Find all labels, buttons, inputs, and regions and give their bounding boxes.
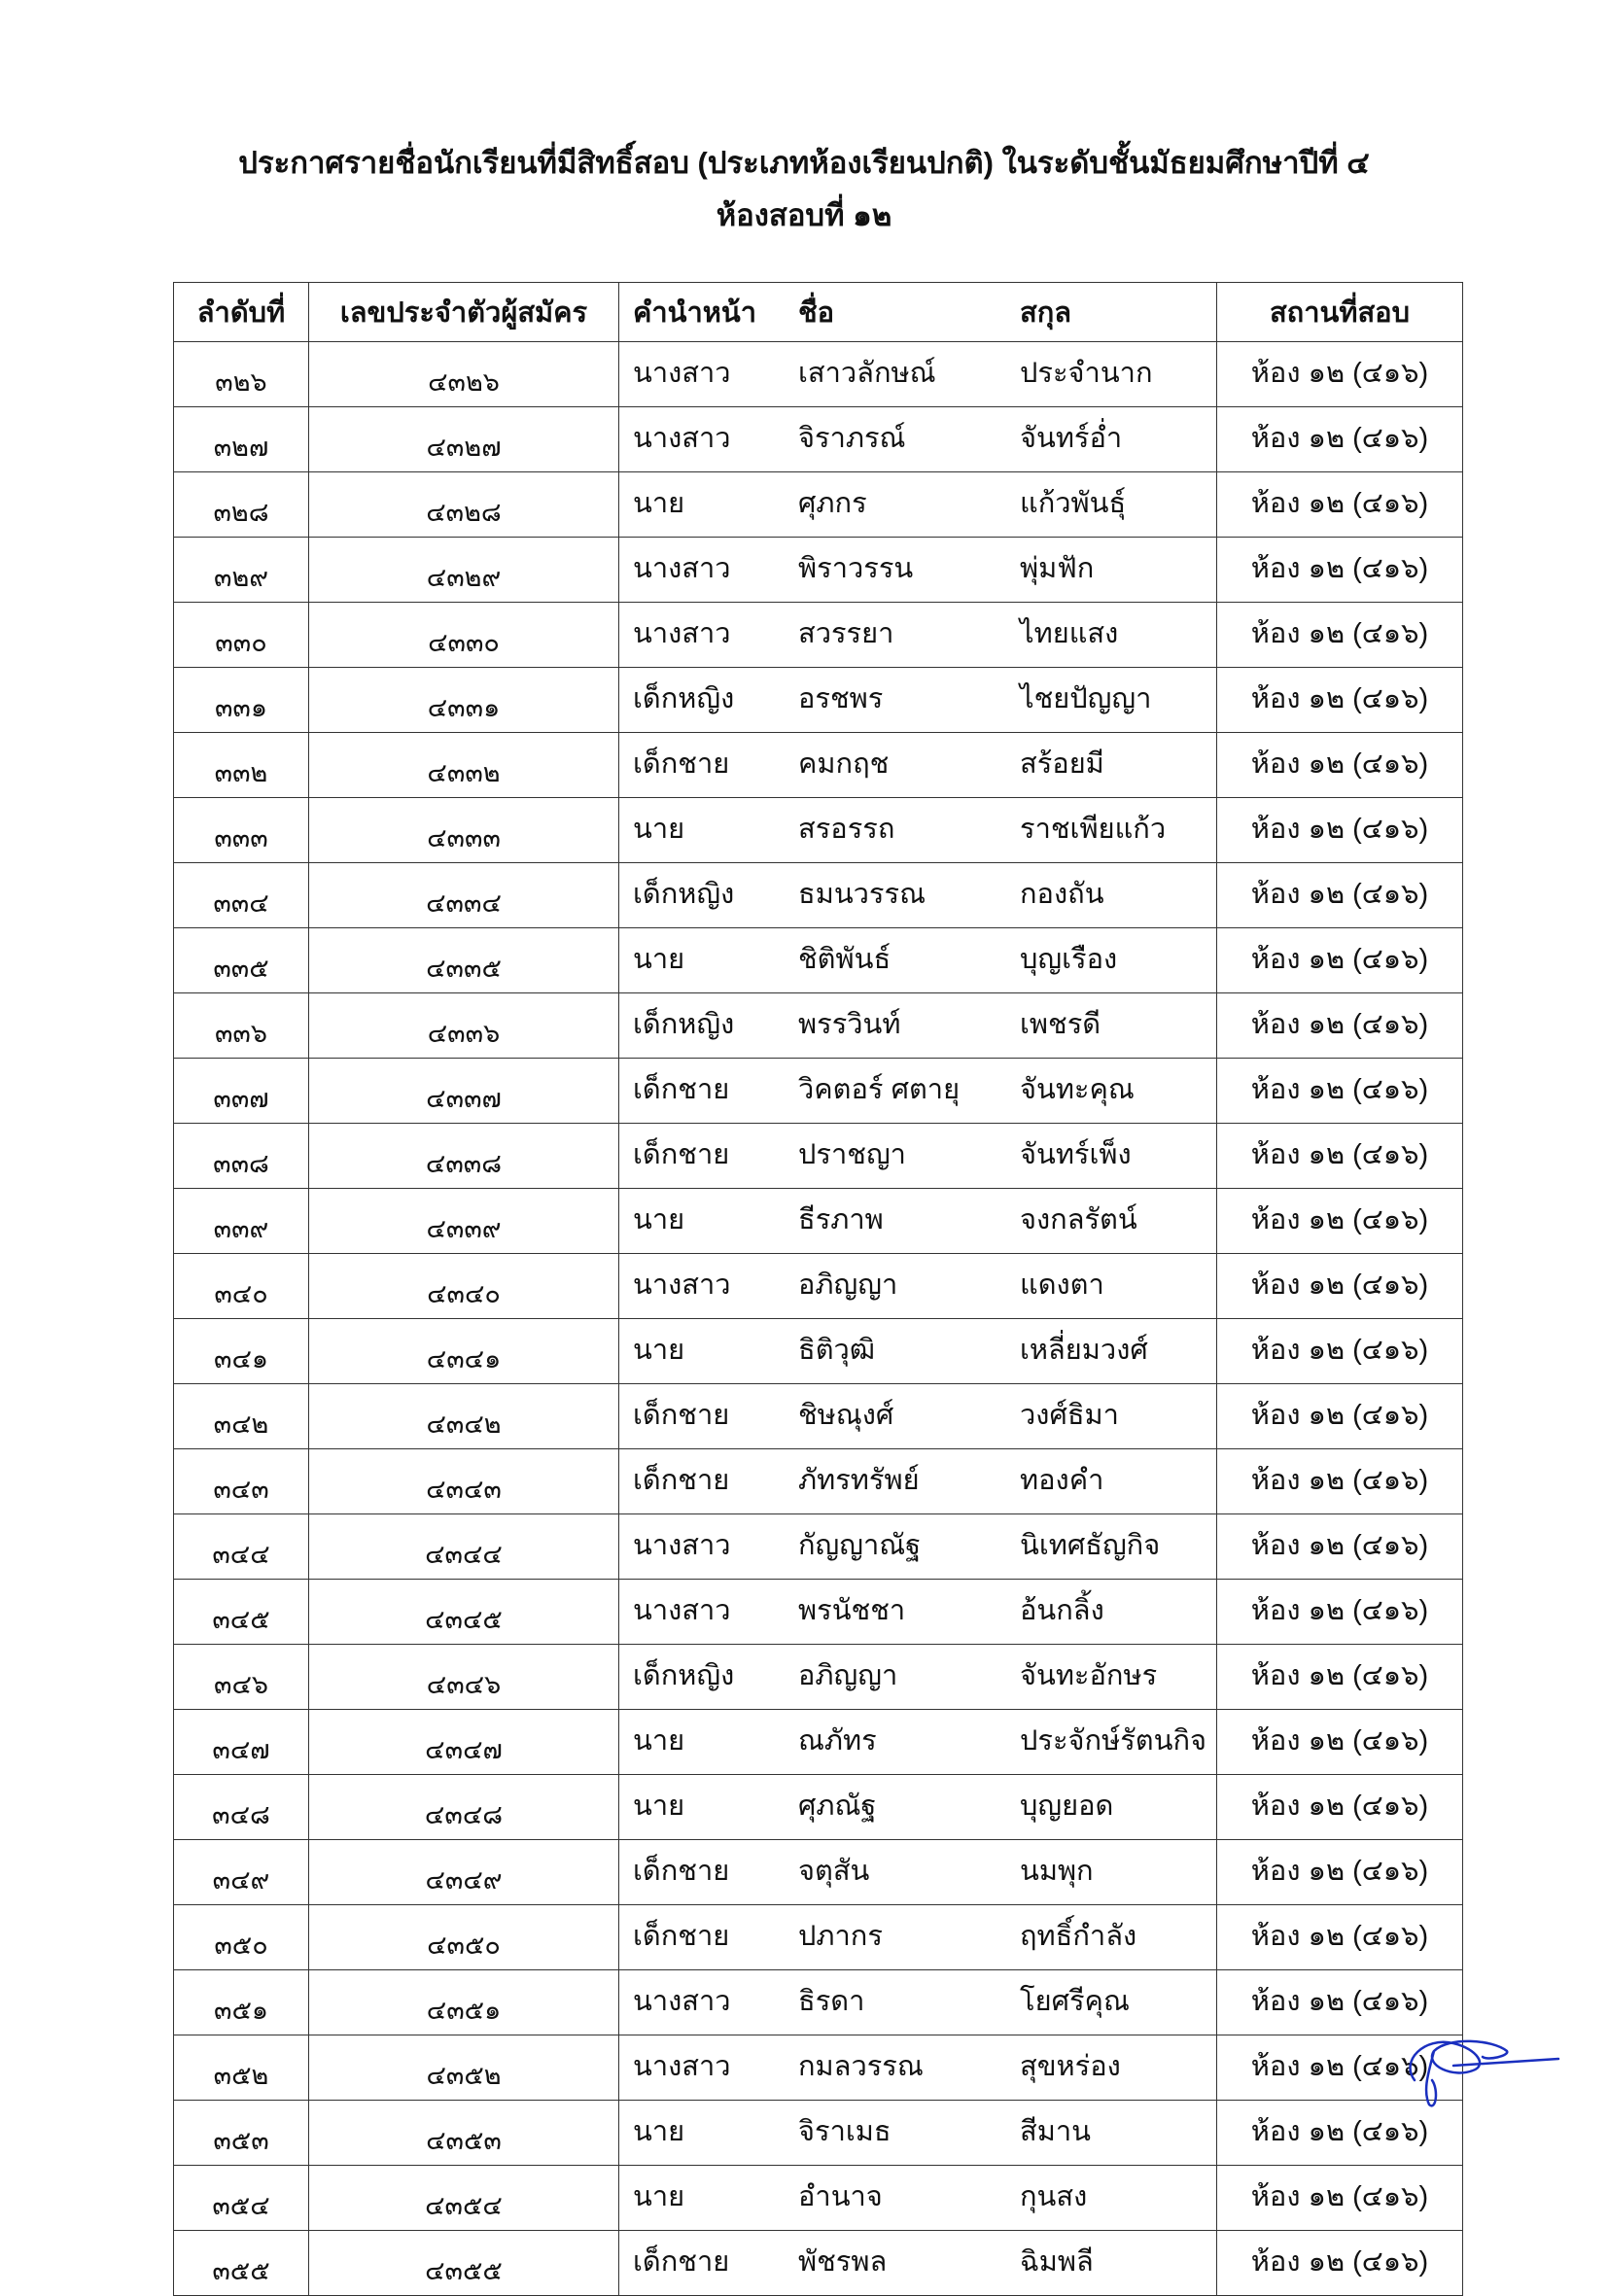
prefix-cell: เด็กชาย <box>633 1400 730 1431</box>
last-name-cell: กองถัน <box>1020 879 1104 910</box>
applicant-id-cell: ๔๓๔๔ <box>309 1514 619 1580</box>
exam-place-cell: ห้อง ๑๒ (๔๑๖) <box>1217 1580 1463 1645</box>
prefix-cell: เด็กชาย <box>633 748 730 780</box>
table-row <box>174 1124 1463 1189</box>
name-cell <box>619 1710 1217 1775</box>
prefix-cell: นาย <box>633 2181 685 2212</box>
first-name-cell: จตุสัน <box>798 1856 870 1887</box>
last-name-cell: สุขหร่อง <box>1020 2051 1121 2082</box>
header-name <box>619 283 1217 342</box>
table-row <box>174 1514 1463 1580</box>
order-cell: ๓๒๖ <box>174 342 309 407</box>
table-row <box>174 603 1463 668</box>
name-cell <box>619 798 1217 863</box>
last-name-cell: ประจักษ์รัตนกิจ <box>1020 1725 1207 1757</box>
exam-place-cell: ห้อง ๑๒ (๔๑๖) <box>1217 1905 1463 1970</box>
prefix-cell: นางสาว <box>633 423 731 454</box>
name-cell <box>619 1514 1217 1580</box>
name-cell <box>619 1645 1217 1710</box>
first-name-cell: ธีรภาพ <box>798 1204 884 1235</box>
prefix-cell: นาย <box>633 1204 685 1235</box>
last-name-cell: กุนสง <box>1020 2181 1088 2212</box>
name-cell <box>619 1970 1217 2035</box>
table-row <box>174 993 1463 1059</box>
exam-place-cell: ห้อง ๑๒ (๔๑๖) <box>1217 407 1463 472</box>
order-cell: ๓๔๐ <box>174 1254 309 1319</box>
prefix-cell: นาย <box>633 1725 685 1757</box>
table-row <box>174 1319 1463 1384</box>
exam-place-cell: ห้อง ๑๒ (๔๑๖) <box>1217 2101 1463 2166</box>
applicant-id-cell: ๔๓๓๕ <box>309 928 619 993</box>
order-cell: ๓๕๐ <box>174 1905 309 1970</box>
prefix-cell: นาย <box>633 488 685 519</box>
exam-place-cell: ห้อง ๑๒ (๔๑๖) <box>1217 538 1463 603</box>
order-cell: ๓๔๓ <box>174 1449 309 1514</box>
exam-place-cell: ห้อง ๑๒ (๔๑๖) <box>1217 1254 1463 1319</box>
prefix-cell: เด็กหญิง <box>633 683 735 714</box>
last-name-cell: สร้อยมี <box>1020 748 1104 780</box>
first-name-cell: วิคตอร์ ศตายุ <box>798 1074 961 1105</box>
applicant-id-cell: ๔๓๔๑ <box>309 1319 619 1384</box>
table-row <box>174 1254 1463 1319</box>
order-cell: ๓๔๗ <box>174 1710 309 1775</box>
header-prefix: คำนำหน้า <box>633 297 757 329</box>
first-name-cell: ภัทรทรัพย์ <box>798 1465 920 1496</box>
prefix-cell: นางสาว <box>633 553 731 584</box>
table-row <box>174 1384 1463 1449</box>
name-cell <box>619 1580 1217 1645</box>
applicant-id-cell: ๔๓๔๗ <box>309 1710 619 1775</box>
prefix-cell: เด็กชาย <box>633 2246 730 2278</box>
last-name-cell: นิเทศธัญกิจ <box>1020 1530 1161 1561</box>
order-cell: ๓๕๓ <box>174 2101 309 2166</box>
order-cell: ๓๔๘ <box>174 1775 309 1840</box>
applicant-id-cell: ๔๓๓๗ <box>309 1059 619 1124</box>
last-name-cell: เหลี่ยมวงศ์ <box>1020 1335 1148 1366</box>
name-cell <box>619 928 1217 993</box>
order-cell: ๓๔๒ <box>174 1384 309 1449</box>
first-name-cell: ธิติวุฒิ <box>798 1335 876 1366</box>
prefix-cell: นางสาว <box>633 2051 731 2082</box>
exam-place-cell: ห้อง ๑๒ (๔๑๖) <box>1217 1645 1463 1710</box>
order-cell: ๓๓๙ <box>174 1189 309 1254</box>
order-cell: ๓๓๐ <box>174 603 309 668</box>
first-name-cell: ปภากร <box>798 1921 883 1952</box>
exam-place-cell: ห้อง ๑๒ (๔๑๖) <box>1217 1514 1463 1580</box>
first-name-cell: คมกฤช <box>798 748 890 780</box>
exam-place-cell: ห้อง ๑๒ (๔๑๖) <box>1217 1384 1463 1449</box>
name-cell <box>619 407 1217 472</box>
last-name-cell: ราชเพียแก้ว <box>1020 814 1167 845</box>
student-list-table <box>173 282 1463 2296</box>
name-cell <box>619 993 1217 1059</box>
last-name-cell: จันทร์เพ็ง <box>1020 1139 1132 1170</box>
table-row <box>174 472 1463 538</box>
name-cell <box>619 2166 1217 2231</box>
exam-place-cell: ห้อง ๑๒ (๔๑๖) <box>1217 1319 1463 1384</box>
first-name-cell: เสาวลักษณ์ <box>798 358 936 389</box>
first-name-cell: ณภัทร <box>798 1725 877 1757</box>
order-cell: ๓๕๔ <box>174 2166 309 2231</box>
first-name-cell: กมลวรรณ <box>798 2051 924 2082</box>
name-cell <box>619 2231 1217 2296</box>
prefix-cell: เด็กหญิง <box>633 879 735 910</box>
applicant-id-cell: ๔๓๒๘ <box>309 472 619 538</box>
order-cell: ๓๒๙ <box>174 538 309 603</box>
table-row <box>174 2231 1463 2296</box>
prefix-cell: นาย <box>633 1335 685 1366</box>
last-name-cell: แดงตา <box>1020 1270 1104 1301</box>
order-cell: ๓๔๕ <box>174 1580 309 1645</box>
applicant-id-cell: ๔๓๓๑ <box>309 668 619 733</box>
last-name-cell: บุญยอด <box>1020 1791 1114 1822</box>
name-cell <box>619 1840 1217 1905</box>
name-cell <box>619 863 1217 928</box>
first-name-cell: อำนาจ <box>798 2181 883 2212</box>
name-cell <box>619 1384 1217 1449</box>
first-name-cell: จิราภรณ์ <box>798 423 906 454</box>
table-row <box>174 1449 1463 1514</box>
first-name-cell: ธิรดา <box>798 1986 865 2017</box>
last-name-cell: แก้วพันธุ์ <box>1020 488 1127 519</box>
applicant-id-cell: ๔๓๔๙ <box>309 1840 619 1905</box>
last-name-cell: บุญเรือง <box>1020 944 1118 975</box>
applicant-id-cell: ๔๓๓๒ <box>309 733 619 798</box>
order-cell: ๓๔๑ <box>174 1319 309 1384</box>
first-name-cell: ชิษณุงศ์ <box>798 1400 894 1431</box>
exam-place-cell: ห้อง ๑๒ (๔๑๖) <box>1217 1449 1463 1514</box>
name-cell <box>619 1905 1217 1970</box>
applicant-id-cell: ๔๓๔๕ <box>309 1580 619 1645</box>
applicant-id-cell: ๔๓๒๖ <box>309 342 619 407</box>
first-name-cell: พรรวินท์ <box>798 1009 901 1040</box>
prefix-cell: นาย <box>633 814 685 845</box>
first-name-cell: พัชรพล <box>798 2246 888 2278</box>
prefix-cell: เด็กชาย <box>633 1074 730 1105</box>
exam-place-cell: ห้อง ๑๒ (๔๑๖) <box>1217 1775 1463 1840</box>
last-name-cell: พุ่มฟัก <box>1020 553 1095 584</box>
exam-place-cell: ห้อง ๑๒ (๔๑๖) <box>1217 2035 1463 2101</box>
first-name-cell: อภิญญา <box>798 1270 898 1301</box>
applicant-id-cell: ๔๓๕๔ <box>309 2166 619 2231</box>
table-row <box>174 668 1463 733</box>
name-cell <box>619 1319 1217 1384</box>
applicant-id-cell: ๔๓๓๐ <box>309 603 619 668</box>
name-cell <box>619 1775 1217 1840</box>
order-cell: ๓๕๕ <box>174 2231 309 2296</box>
last-name-cell: ประจำนาก <box>1020 358 1153 389</box>
applicant-id-cell: ๔๓๒๙ <box>309 538 619 603</box>
prefix-cell: เด็กชาย <box>633 1921 730 1952</box>
applicant-id-cell: ๔๓๒๗ <box>309 407 619 472</box>
name-cell <box>619 1059 1217 1124</box>
last-name-cell: นมพุก <box>1020 1856 1094 1887</box>
header-order: ลำดับที่ <box>174 283 309 342</box>
last-name-cell: ไทยแสง <box>1020 618 1119 649</box>
name-cell <box>619 1124 1217 1189</box>
last-name-cell: จันทะอักษร <box>1020 1660 1158 1691</box>
first-name-cell: พิราวรรน <box>798 553 914 584</box>
order-cell: ๓๔๖ <box>174 1645 309 1710</box>
prefix-cell: นางสาว <box>633 1530 731 1561</box>
prefix-cell: นางสาว <box>633 618 731 649</box>
prefix-cell: นางสาว <box>633 1270 731 1301</box>
order-cell: ๓๔๔ <box>174 1514 309 1580</box>
header-last-name: สกุล <box>1020 297 1072 329</box>
table-row <box>174 1189 1463 1254</box>
prefix-cell: นางสาว <box>633 1986 731 2017</box>
exam-place-cell: ห้อง ๑๒ (๔๑๖) <box>1217 668 1463 733</box>
prefix-cell: เด็กชาย <box>633 1139 730 1170</box>
table-header-row <box>174 283 1463 342</box>
table-row <box>174 1775 1463 1840</box>
header-exam-place: สถานที่สอบ <box>1217 283 1463 342</box>
applicant-id-cell: ๔๓๓๓ <box>309 798 619 863</box>
table-row <box>174 2166 1463 2231</box>
prefix-cell: นาย <box>633 1791 685 1822</box>
applicant-id-cell: ๔๓๕๒ <box>309 2035 619 2101</box>
prefix-cell: เด็กหญิง <box>633 1009 735 1040</box>
exam-place-cell: ห้อง ๑๒ (๔๑๖) <box>1217 1840 1463 1905</box>
table-row <box>174 1580 1463 1645</box>
exam-place-cell: ห้อง ๑๒ (๔๑๖) <box>1217 733 1463 798</box>
first-name-cell: กัญญาณัฐ <box>798 1530 922 1561</box>
table-row <box>174 1710 1463 1775</box>
prefix-cell: เด็กหญิง <box>633 1660 735 1691</box>
applicant-id-cell: ๔๓๕๕ <box>309 2231 619 2296</box>
prefix-cell: นางสาว <box>633 1595 731 1626</box>
exam-place-cell: ห้อง ๑๒ (๔๑๖) <box>1217 472 1463 538</box>
applicant-id-cell: ๔๓๔๓ <box>309 1449 619 1514</box>
exam-place-cell: ห้อง ๑๒ (๔๑๖) <box>1217 1059 1463 1124</box>
last-name-cell: ทองคำ <box>1020 1465 1104 1496</box>
last-name-cell: สีมาน <box>1020 2116 1091 2147</box>
table-row <box>174 733 1463 798</box>
name-cell <box>619 2101 1217 2166</box>
exam-place-cell: ห้อง ๑๒ (๔๑๖) <box>1217 1970 1463 2035</box>
first-name-cell: สวรรยา <box>798 618 894 649</box>
prefix-cell: นาย <box>633 2116 685 2147</box>
table-row <box>174 863 1463 928</box>
applicant-id-cell: ๔๓๓๖ <box>309 993 619 1059</box>
applicant-id-cell: ๔๓๔๒ <box>309 1384 619 1449</box>
order-cell: ๓๓๓ <box>174 798 309 863</box>
order-cell: ๓๔๙ <box>174 1840 309 1905</box>
name-cell <box>619 733 1217 798</box>
applicant-id-cell: ๔๓๕๐ <box>309 1905 619 1970</box>
exam-place-cell: ห้อง ๑๒ (๔๑๖) <box>1217 2231 1463 2296</box>
last-name-cell: อ้นกลิ้ง <box>1020 1595 1104 1626</box>
last-name-cell: เพชรดี <box>1020 1009 1101 1040</box>
last-name-cell: วงศ์ธิมา <box>1020 1400 1119 1431</box>
first-name-cell: ปราชญา <box>798 1139 906 1170</box>
table-row <box>174 798 1463 863</box>
table-row <box>174 928 1463 993</box>
last-name-cell: จงกลรัตน์ <box>1020 1204 1137 1235</box>
order-cell: ๓๓๔ <box>174 863 309 928</box>
order-cell: ๓๒๘ <box>174 472 309 538</box>
exam-place-cell: ห้อง ๑๒ (๔๑๖) <box>1217 2166 1463 2231</box>
table-row <box>174 1059 1463 1124</box>
exam-place-cell: ห้อง ๑๒ (๔๑๖) <box>1217 342 1463 407</box>
order-cell: ๓๓๒ <box>174 733 309 798</box>
exam-place-cell: ห้อง ๑๒ (๔๑๖) <box>1217 993 1463 1059</box>
prefix-cell: เด็กชาย <box>633 1856 730 1887</box>
first-name-cell: จิราเมธ <box>798 2116 891 2147</box>
name-cell <box>619 2035 1217 2101</box>
exam-place-cell: ห้อง ๑๒ (๔๑๖) <box>1217 1189 1463 1254</box>
order-cell: ๓๓๘ <box>174 1124 309 1189</box>
header-applicant-id: เลขประจำตัวผู้สมัคร <box>309 283 619 342</box>
applicant-id-cell: ๔๓๔๐ <box>309 1254 619 1319</box>
header-first-name: ชื่อ <box>798 297 835 329</box>
order-cell: ๓๓๗ <box>174 1059 309 1124</box>
exam-place-cell: ห้อง ๑๒ (๔๑๖) <box>1217 928 1463 993</box>
exam-place-cell: ห้อง ๑๒ (๔๑๖) <box>1217 603 1463 668</box>
signature-mark <box>1395 2022 1560 2114</box>
exam-place-cell: ห้อง ๑๒ (๔๑๖) <box>1217 1124 1463 1189</box>
applicant-id-cell: ๔๓๓๘ <box>309 1124 619 1189</box>
table-row <box>174 1970 1463 2035</box>
table-row <box>174 342 1463 407</box>
first-name-cell: ชิติพันธ์ <box>798 944 891 975</box>
name-cell <box>619 342 1217 407</box>
table-row <box>174 2035 1463 2101</box>
applicant-id-cell: ๔๓๓๙ <box>309 1189 619 1254</box>
applicant-id-cell: ๔๓๔๘ <box>309 1775 619 1840</box>
name-cell <box>619 1449 1217 1514</box>
order-cell: ๓๓๑ <box>174 668 309 733</box>
applicant-id-cell: ๔๓๓๔ <box>309 863 619 928</box>
prefix-cell: เด็กชาย <box>633 1465 730 1496</box>
table-row <box>174 407 1463 472</box>
announcement-title: ประกาศรายชื่อนักเรียนที่มีสิทธิ์สอบ (ประเภทห้องเรียนปกติ) ในระดับชั้นมัธยมศึกษาปีที่ ๔ <box>238 146 1370 180</box>
last-name-cell: ไชยปัญญา <box>1020 683 1152 714</box>
last-name-cell: โยศรีคุณ <box>1020 1986 1130 2017</box>
exam-place-cell: ห้อง ๑๒ (๔๑๖) <box>1217 1710 1463 1775</box>
applicant-id-cell: ๔๓๔๖ <box>309 1645 619 1710</box>
name-cell <box>619 668 1217 733</box>
prefix-cell: นางสาว <box>633 358 731 389</box>
table-row <box>174 1905 1463 1970</box>
name-cell <box>619 1189 1217 1254</box>
first-name-cell: ธมนวรรณ <box>798 879 926 910</box>
order-cell: ๓๕๑ <box>174 1970 309 2035</box>
exam-room-title: ห้องสอบที่ ๑๒ <box>716 198 892 232</box>
first-name-cell: พรนัชชา <box>798 1595 906 1626</box>
prefix-cell: นาย <box>633 944 685 975</box>
table-row <box>174 1840 1463 1905</box>
name-cell <box>619 603 1217 668</box>
applicant-id-cell: ๔๓๕๓ <box>309 2101 619 2166</box>
exam-place-cell: ห้อง ๑๒ (๔๑๖) <box>1217 798 1463 863</box>
order-cell: ๓๒๗ <box>174 407 309 472</box>
first-name-cell: สรอรรถ <box>798 814 895 845</box>
order-cell: ๓๓๕ <box>174 928 309 993</box>
name-cell <box>619 1254 1217 1319</box>
last-name-cell: จันทะคุณ <box>1020 1074 1135 1105</box>
first-name-cell: อรชพร <box>798 683 884 714</box>
name-cell <box>619 472 1217 538</box>
table-row <box>174 2101 1463 2166</box>
first-name-cell: ศุภกร <box>798 488 867 519</box>
table-row <box>174 538 1463 603</box>
first-name-cell: ศุภณัฐ <box>798 1791 877 1822</box>
order-cell: ๓๓๖ <box>174 993 309 1059</box>
applicant-id-cell: ๔๓๕๑ <box>309 1970 619 2035</box>
first-name-cell: อภิญญา <box>798 1660 898 1691</box>
order-cell: ๓๕๒ <box>174 2035 309 2101</box>
last-name-cell: ฤทธิ์กำลัง <box>1020 1921 1137 1952</box>
last-name-cell: จันทร์อ่ำ <box>1020 423 1123 454</box>
last-name-cell: ฉิมพลี <box>1020 2246 1094 2278</box>
name-cell <box>619 538 1217 603</box>
exam-place-cell: ห้อง ๑๒ (๔๑๖) <box>1217 863 1463 928</box>
table-row <box>174 1645 1463 1710</box>
